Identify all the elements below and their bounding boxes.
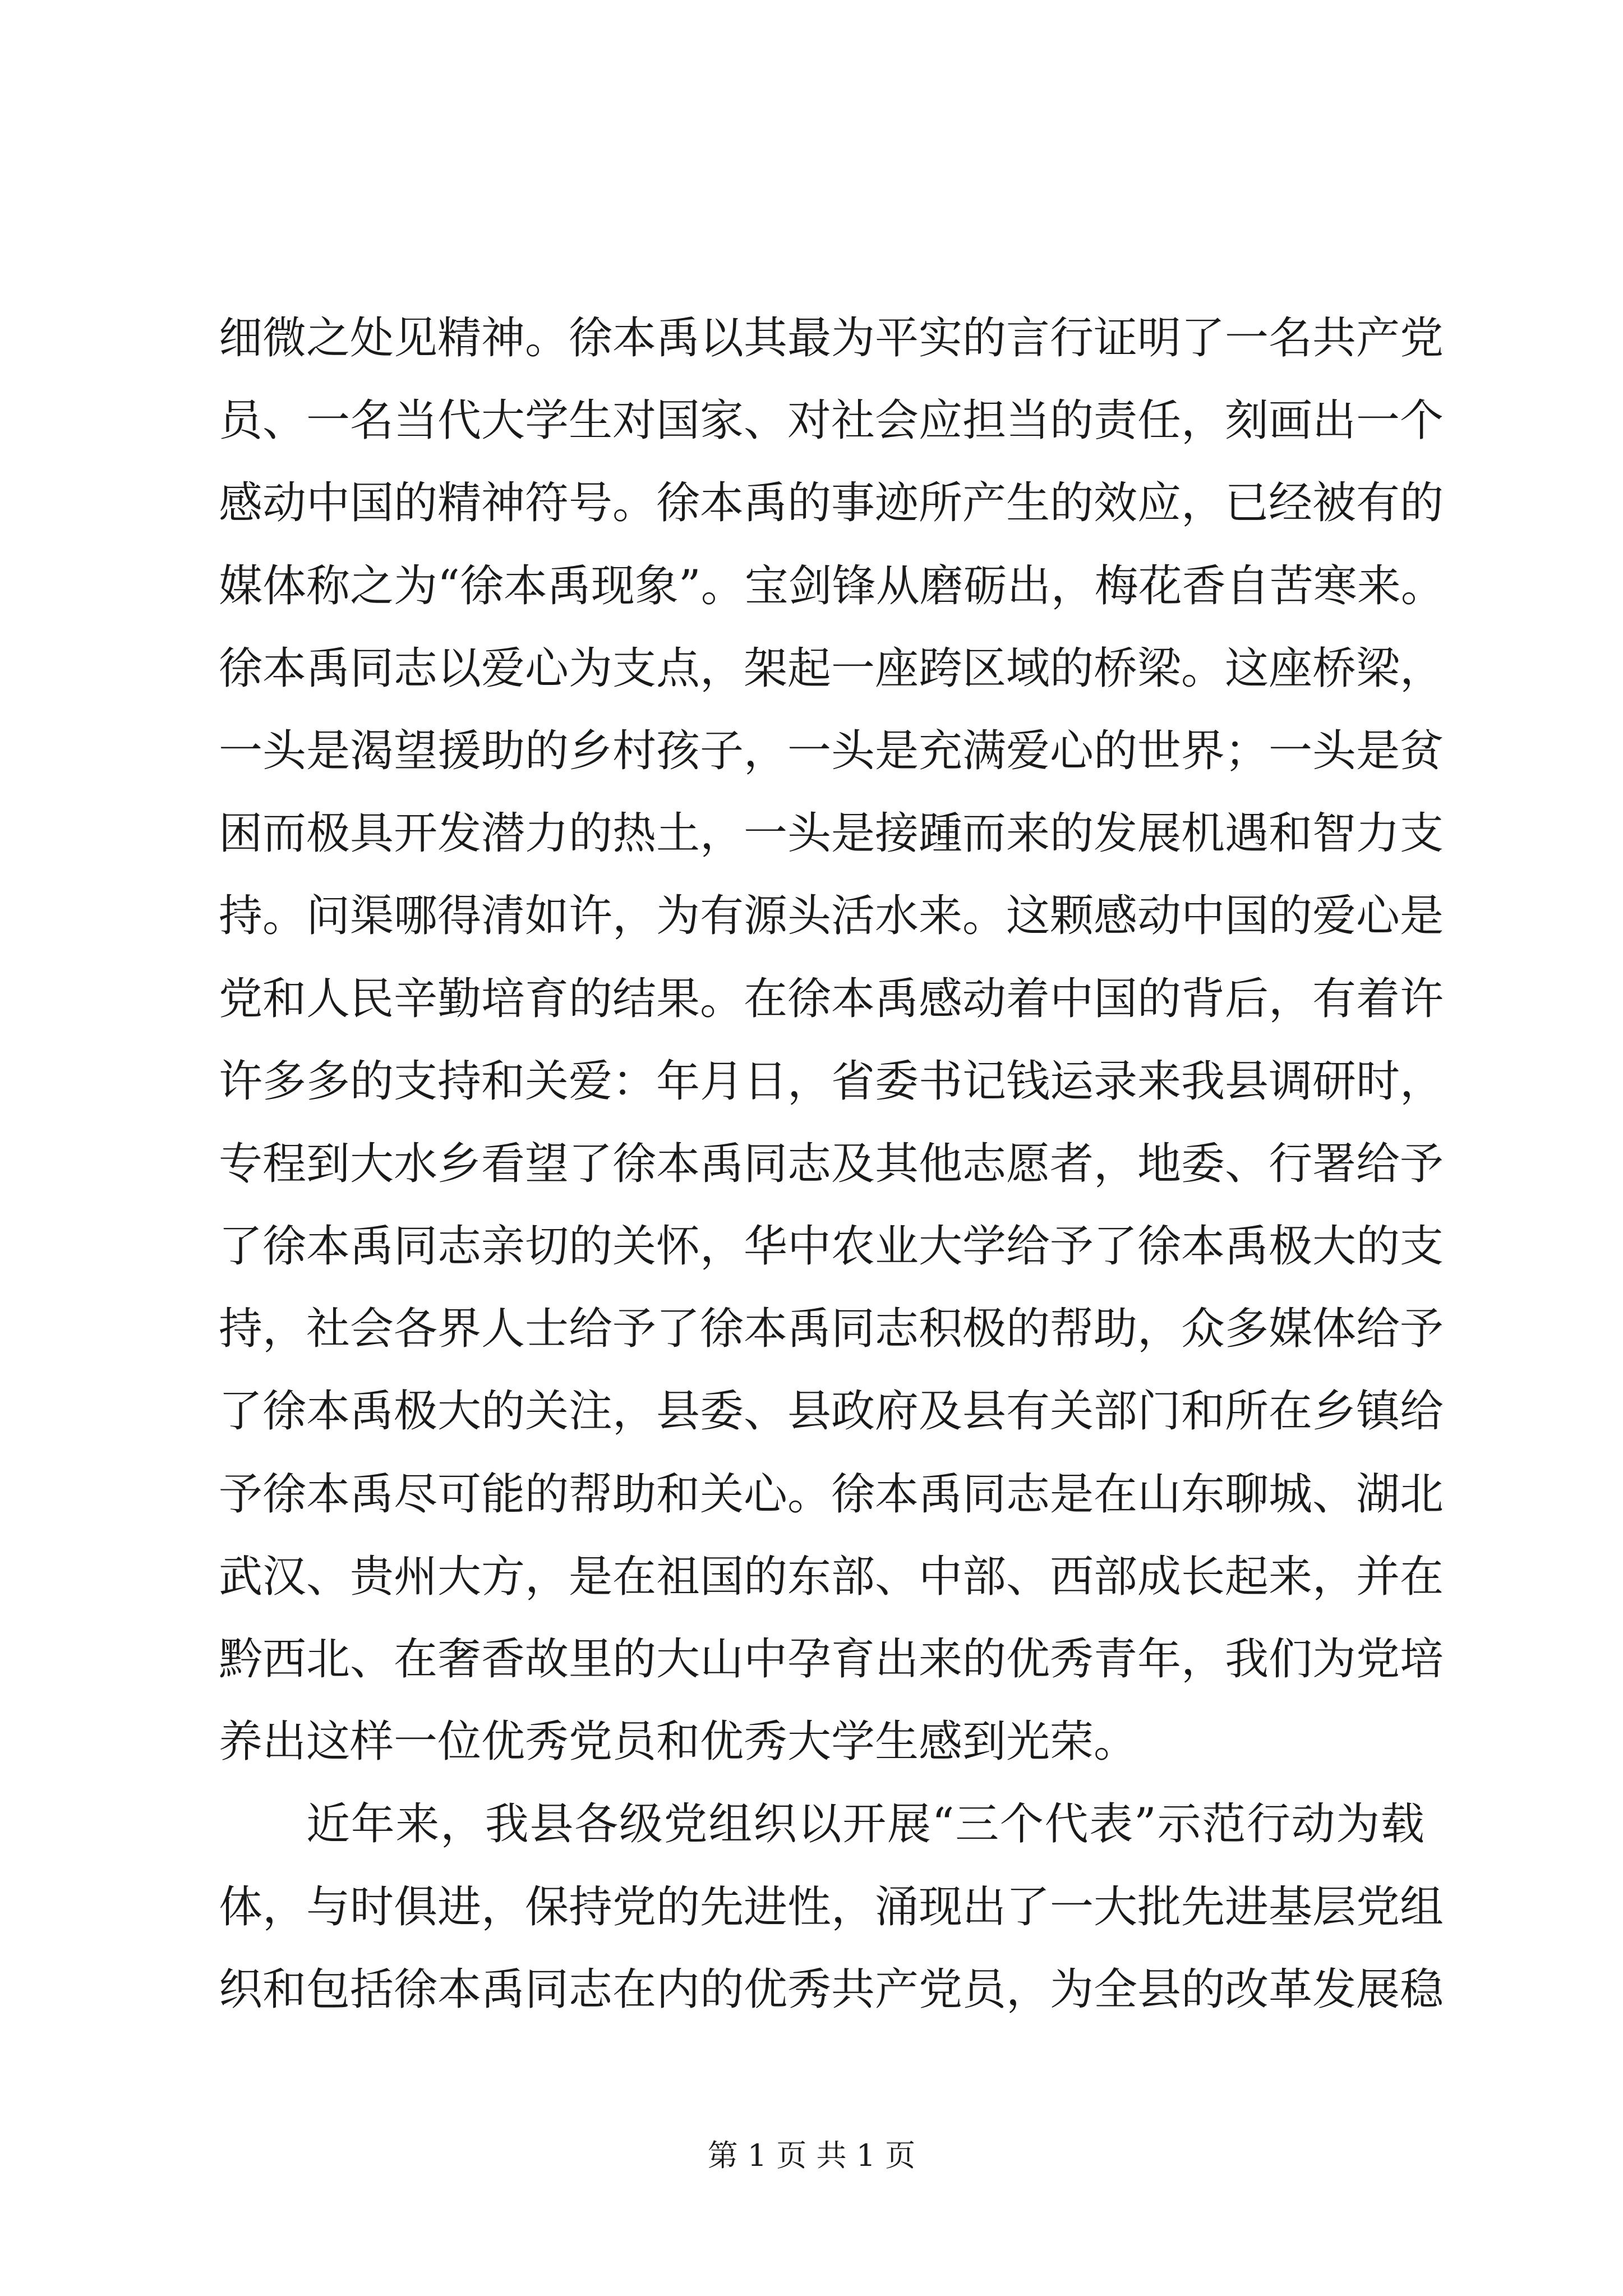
text-line: 细微之处见精神。徐本禹以其最为平实的言行证明了一名共产党: [219, 313, 1444, 364]
text-line: 许多多的支持和关爱：年月日，省委书记钱运录来我县调研时，: [219, 1056, 1444, 1107]
text-line: 持，社会各界人士给予了徐本禹同志积极的帮助，众多媒体给予: [219, 1304, 1444, 1355]
text-line: 徐本禹同志以爱心为支点，架起一座跨区域的桥梁。这座桥梁，: [219, 643, 1444, 694]
body-text: [219, 307, 1445, 2041]
text-line: 了徐本禹同志亲切的关怀，华中农业大学给予了徐本禹极大的支: [219, 1221, 1444, 1272]
page-footer: 第 1 页 共 1 页: [707, 2138, 916, 2173]
text-line: 予徐本禹尽可能的帮助和关心。徐本禹同志是在山东聊城、湖北: [219, 1469, 1444, 1520]
text-line: 党和人民辛勤培育的结果。在徐本禹感动着中国的背后，有着许: [219, 973, 1444, 1024]
text-line: 持。问渠哪得清如许，为有源头活水来。这颗感动中国的爱心是: [219, 891, 1444, 942]
text-line: 织和包括徐本禹同志在内的优秀共产党员，为全县的改革发展稳: [219, 1964, 1444, 2015]
text-line: 困而极具开发潜力的热土，一头是接踵而来的发展机遇和智力支: [219, 808, 1444, 859]
text-line: 媒体称之为“徐本禹现象”。宝剑锋从磨砺出，梅花香自苦寒来。: [219, 560, 1445, 611]
text-line-paragraph-end: 养出这样一位优秀党员和优秀大学生感到光荣。: [219, 1717, 1138, 1768]
text-line: 体，与时俱进，保持党的先进性，涌现出了一大批先进基层党组: [219, 1881, 1444, 1932]
text-line: 专程到大水乡看望了徐本禹同志及其他志愿者，地委、行署给予: [219, 1138, 1444, 1189]
text-line-paragraph-start: 近年来，我县各级党组织以开展“三个代表”示范行动为载: [306, 1799, 1424, 1850]
text-line: 感动中国的精神符号。徐本禹的事迹所产生的效应，已经被有的: [219, 478, 1444, 529]
text-line: 员、一名当代大学生对国家、对社会应担当的责任，刻画出一个: [219, 395, 1444, 447]
text-line: 一头是渴望援助的乡村孩子，一头是充满爱心的世界；一头是贫: [219, 725, 1444, 776]
text-line: 了徐本禹极大的关注，县委、县政府及县有关部门和所在乡镇给: [219, 1386, 1444, 1437]
text-line: 黔西北、在奢香故里的大山中孕育出来的优秀青年，我们为党培: [219, 1634, 1444, 1685]
text-line: 武汉、贵州大方，是在祖国的东部、中部、西部成长起来，并在: [219, 1551, 1444, 1602]
